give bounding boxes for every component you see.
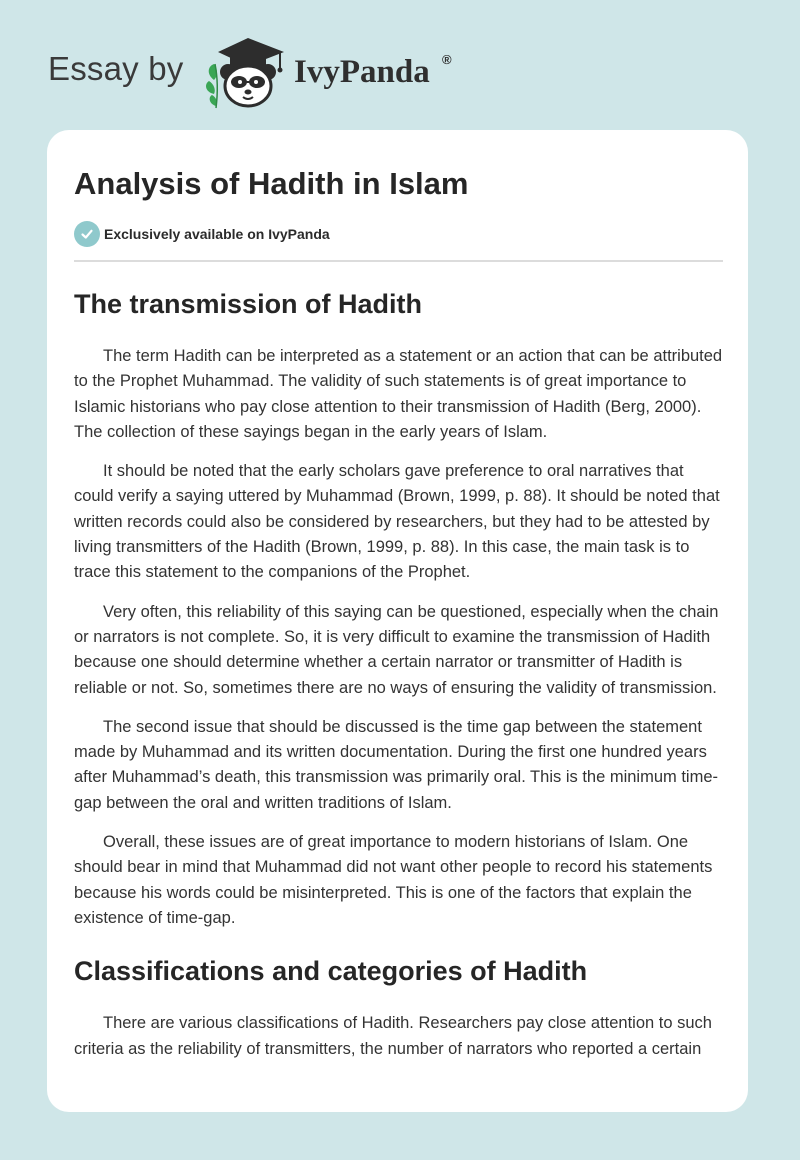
essay-card (47, 130, 748, 1112)
check-circle-icon (74, 221, 100, 247)
page-title: Analysis of Hadith in Islam (74, 166, 469, 201)
badge-label: Exclusively available on IvyPanda (104, 226, 330, 242)
exclusive-badge (74, 220, 723, 248)
brand-name: IvyPanda (294, 54, 430, 90)
section-heading-classifications: Classifications and categories of Hadith (74, 956, 588, 987)
essay-content (74, 162, 723, 1062)
paragraph: The term Hadith can be interpreted as a statement or an action that can be attributed to the Prophet Muhammad. The validity of such statements is of great importance to Islamic historians who pay close attention to their transmission of Hadith (Berg, 2000). The collection of these sayings began in the early years of Islam. (74, 347, 723, 441)
site-header (48, 34, 468, 110)
paragraph: There are various classifications of Hadith. Researchers pay close attention to such criteria as the reliability of transmitters, the number of narrators who reported a certain (74, 1014, 712, 1058)
divider (74, 260, 723, 262)
paragraph: Very often, this reliability of this saying can be questioned, especially when the chain or narrators is not complete. So, it is very difficult to examine the transmission of Hadith because one should determine whether a certain narrator or transmitter of Hadith is reliable or not. So, sometimes there are no ways of ensuring the validity of transmission. (74, 602, 719, 697)
ivypanda-logo-icon (200, 34, 296, 110)
paragraph: Overall, these issues are of great importance to modern historians of Islam. One should bear in mind that Muhammad did not want other people to record his statements because his words could be misinterpreted. This is one of the factors that explain the existence of time-gap. (74, 833, 713, 927)
registered-mark: ® (442, 52, 452, 67)
section-heading-transmission: The transmission of Hadith (74, 289, 423, 319)
paragraph: The second issue that should be discussed is the time gap between the statement made by Muhammad and its written documentation. During the first one hundred years after Muhammad’s death, this transmission was primarily oral. This is the minimum time-gap between the oral and written traditions of Islam. (74, 717, 719, 812)
paragraph: It should be noted that the early scholars gave preference to oral narratives that could verify a saying uttered by Muhammad (Brown, 1999, p. 88). It should be noted that written records could also be considered by researchers, but they had to be attested by living transmitters of the Hadith (Brown, 1999, p. 88). In this case, the main task is to trace this statement to the companions of the Prophet. (74, 462, 720, 582)
essay-by-label: Essay by (48, 50, 184, 87)
